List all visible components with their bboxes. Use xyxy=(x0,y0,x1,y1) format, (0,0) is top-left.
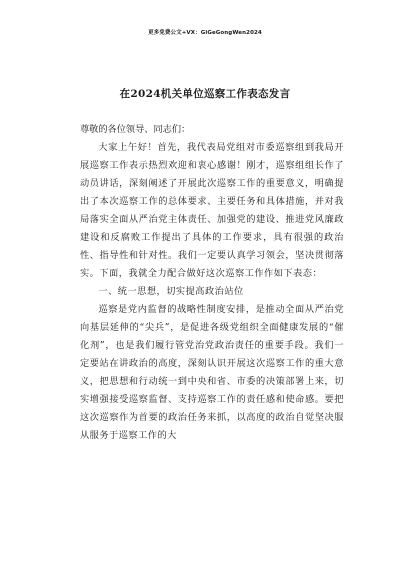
section-heading: 一、统一思想，切实提高政治站位 xyxy=(98,286,244,297)
paragraph-section-1: 巡察是党内监督的战略性制度安排，是推动全面从严治党向基层延伸的“尖兵”，是促进各级党组织全面健康发展的“催化剂”，也是我们履行管党治党政治责任的重要手段。我们一定要站在讲政治的高度，深刻认识开展这次巡察工作的重大意义，把思想和行动统一到中央和省、市委的决策部署上来，切实增强接受巡察监督、支持巡察工作的责任感和使命感。要把这次巡察作为首要的政治任务来抓，以高度的政治自觉坚决服从服务于巡察工作的大 xyxy=(80,304,344,441)
salutation: 尊敬的各位领导、同志们： xyxy=(80,124,191,135)
header-note: 更多免费公文+VX：GiGeGongWen2024 xyxy=(148,30,262,36)
document-title: 在2024机关单位巡察工作表态发言 xyxy=(119,88,291,100)
document-body xyxy=(80,121,344,445)
paragraph-intro: 大家上午好！首先，我代表局党组对市委巡察组到我局开展巡察工作表示热烈欢迎和衷心感谢！刚才，巡察组组长作了动员讲话，深刻阐述了开展此次巡察工作的重要意义，明确提出了本次巡察工作的总体要求、主要任务和具体措施，并对我局落实全面从严治党主体责任、加强党的建设、推进党风廉政建设和反腐败工作提出了具体的工作要求，具有很强的政治性、指导性和针对性。我们一定要认真学习领会，坚决贯彻落实。下面，我就全力配合做好这次巡察工作作如下表态： xyxy=(80,142,344,279)
